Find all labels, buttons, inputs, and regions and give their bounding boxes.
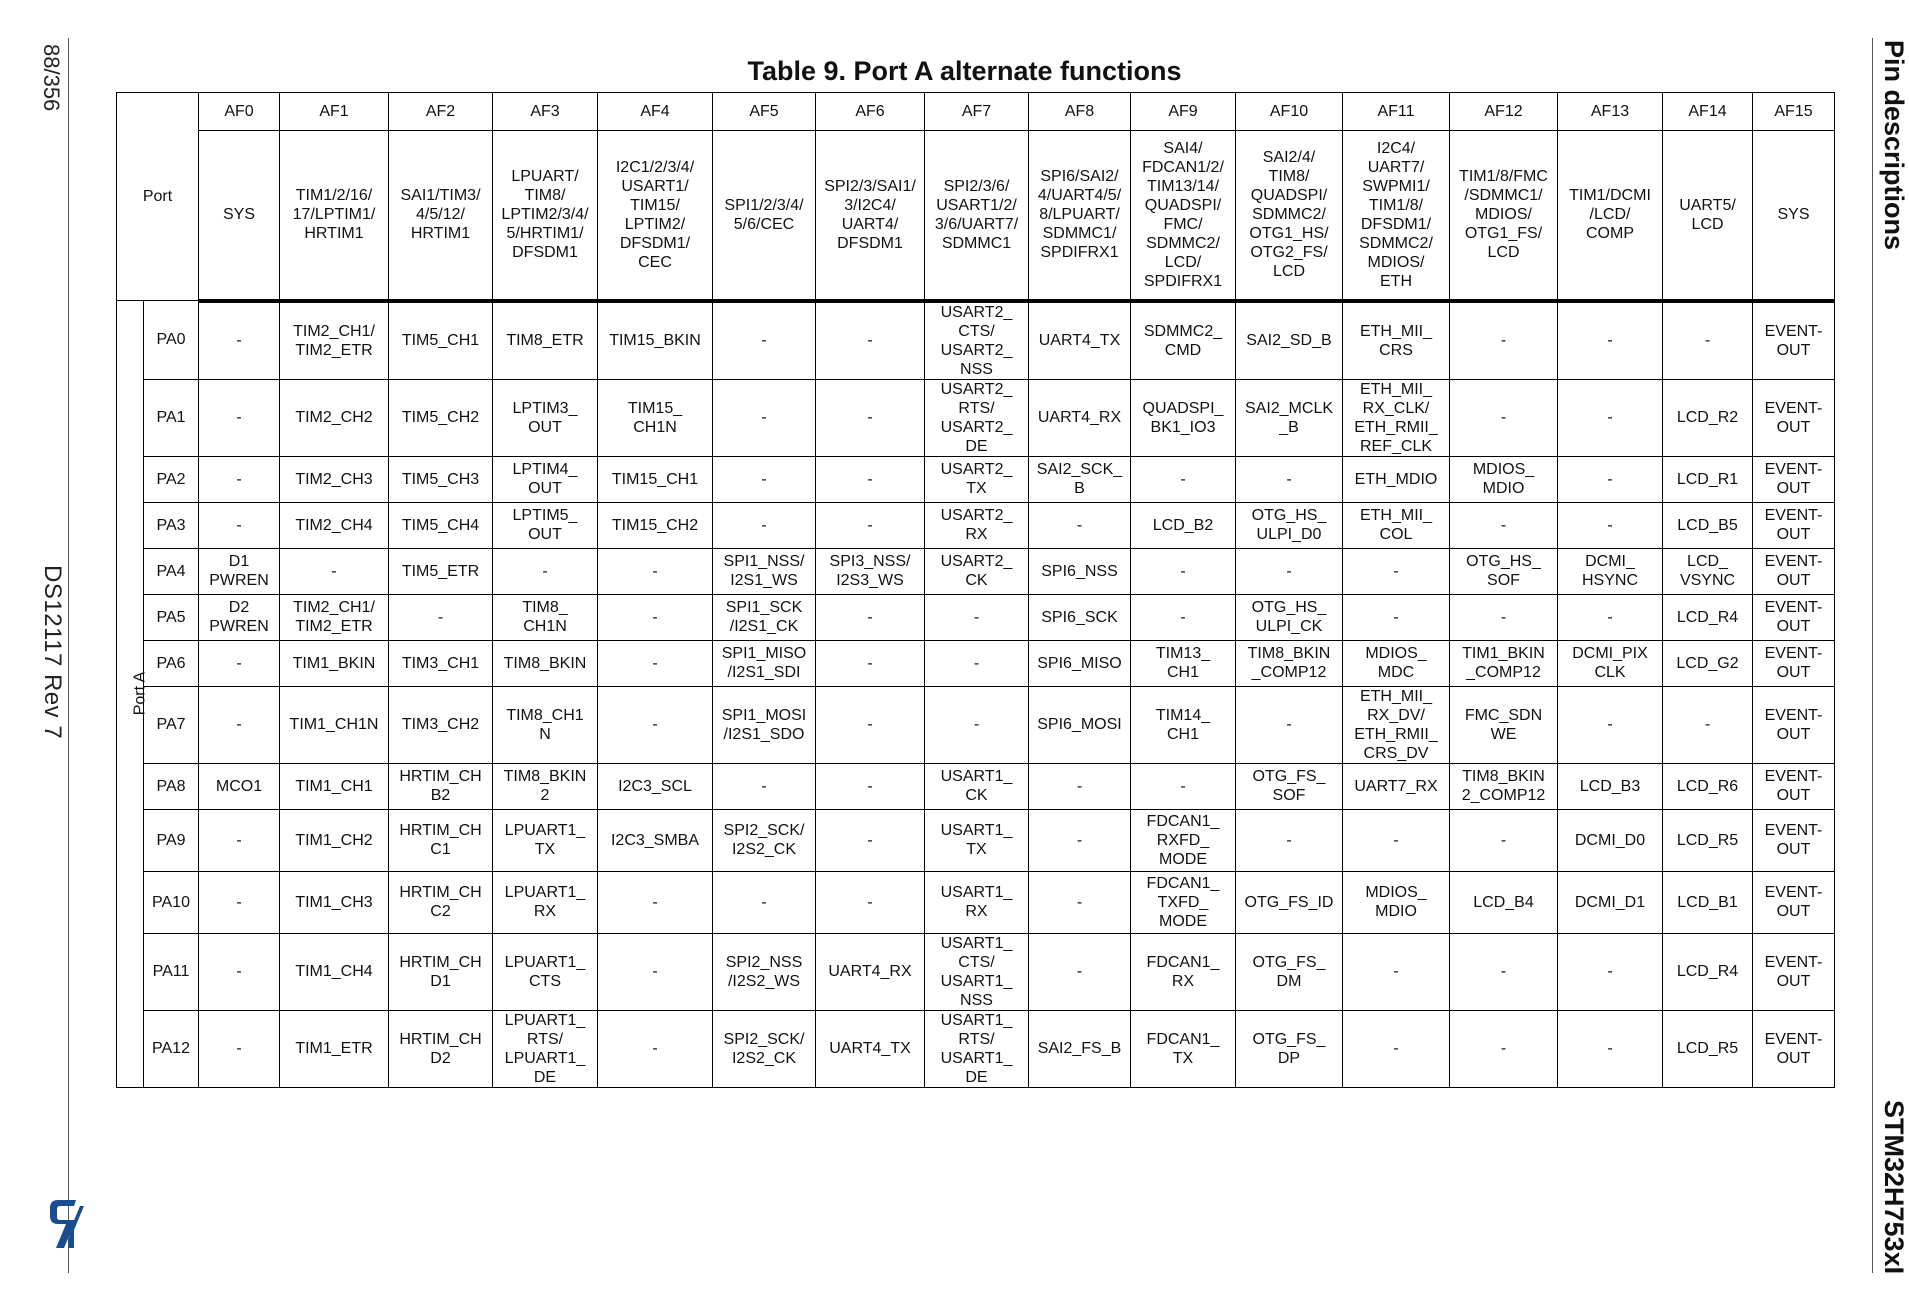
af-cell: TIM14_ CH1 [1131,686,1236,763]
af-cell: - [1558,379,1663,456]
af-cell: - [199,1010,280,1087]
af-cell: LPTIM5_ OUT [493,502,598,548]
table-title: Table 9. Port A alternate functions [747,56,1182,86]
af-cell: HRTIM_CH C2 [389,871,493,933]
af-cell: - [1343,1010,1450,1087]
af-cell: EVENT- OUT [1753,502,1835,548]
pin-name-cell: PA3 [144,502,199,548]
af-cell: USART1_ RTS/ USART1_ DE [925,1010,1029,1087]
af-header-cell: AF11 [1343,93,1450,131]
af-cell: - [925,686,1029,763]
af-cell: TIM1_BKIN _COMP12 [1450,640,1558,686]
af-cell: EVENT- OUT [1753,933,1835,1010]
af-cell: - [598,548,713,594]
af-cell: - [1663,301,1753,380]
af-cell: LPUART1_ CTS [493,933,598,1010]
af-cell: - [1131,548,1236,594]
pin-name-cell: PA1 [144,379,199,456]
af-cell: - [1450,301,1558,380]
af-cell: TIM5_CH2 [389,379,493,456]
af-cell: USART2_ RTS/ USART2_ DE [925,379,1029,456]
af-cell: SAI2_MCLK _B [1236,379,1343,456]
af-cell: - [816,809,925,871]
af-cell: - [1236,809,1343,871]
af-cell: D2 PWREN [199,594,280,640]
af-cell: - [713,502,816,548]
af-cell: LPTIM4_ OUT [493,456,598,502]
af-cell: MDIOS_ MDIO [1450,456,1558,502]
af-cell: - [816,640,925,686]
af-cell: - [925,594,1029,640]
pin-name-cell: PA10 [144,871,199,933]
function-header-cell: TIM1/DCMI /LCD/ COMP [1558,131,1663,301]
af-cell: MCO1 [199,763,280,809]
af-header-cell: AF2 [389,93,493,131]
af-cell: - [1558,1010,1663,1087]
af-cell: DCMI_ HSYNC [1558,548,1663,594]
af-header-cell: AF0 [199,93,280,131]
function-header-cell: LPUART/ TIM8/ LPTIM2/3/4/ 5/HRTIM1/ DFSDM1 [493,131,598,301]
af-cell: - [1131,456,1236,502]
af-cell: TIM8_BKIN [493,640,598,686]
af-cell: OTG_FS_ DM [1236,933,1343,1010]
af-cell: LCD_R4 [1663,594,1753,640]
port-group-label: Port A [131,671,149,716]
af-cell: USART2_ RX [925,502,1029,548]
af-cell: LCD_B3 [1558,763,1663,809]
af-cell: TIM1_CH1N [280,686,389,763]
af-cell: EVENT- OUT [1753,594,1835,640]
function-header-cell: SPI6/SAI2/ 4/UART4/5/ 8/LPUART/ SDMMC1/ SPDIFRX1 [1029,131,1131,301]
function-header-cell: SPI2/3/6/ USART1/2/ 3/6/UART7/ SDMMC1 [925,131,1029,301]
af-cell: SPI6_NSS [1029,548,1131,594]
af-cell: SAI2_SCK_ B [1029,456,1131,502]
af-cell: D1 PWREN [199,548,280,594]
af-cell: ETH_MII_ COL [1343,502,1450,548]
af-cell: - [713,379,816,456]
af-cell: - [816,379,925,456]
af-cell: - [1450,933,1558,1010]
af-header-cell: AF15 [1753,93,1835,131]
af-cell: HRTIM_CH D1 [389,933,493,1010]
af-cell: LPUART1_ RTS/ LPUART1_ DE [493,1010,598,1087]
af-cell: TIM1_CH2 [280,809,389,871]
af-cell: DCMI_D0 [1558,809,1663,871]
af-cell: MDIOS_ MDC [1343,640,1450,686]
table-row [117,301,1835,380]
af-cell: TIM1_CH4 [280,933,389,1010]
af-cell: - [1558,456,1663,502]
af-cell: - [598,686,713,763]
pin-name-cell: PA11 [144,933,199,1010]
af-cell: UART7_RX [1343,763,1450,809]
af-cell: - [925,640,1029,686]
af-header-cell: AF4 [598,93,713,131]
table-row [117,763,1835,809]
function-header-cell: SYS [199,131,280,301]
pin-name-cell: PA6 [144,640,199,686]
table-row [117,379,1835,456]
left-margin-rule [68,38,69,1273]
table-row [117,594,1835,640]
af-cell: - [1450,1010,1558,1087]
af-cell: SPI1_MOSI /I2S1_SDO [713,686,816,763]
af-cell: - [1450,502,1558,548]
af-cell: SPI6_MISO [1029,640,1131,686]
af-cell: - [1029,809,1131,871]
table-row [117,548,1835,594]
af-header-cell: AF6 [816,93,925,131]
af-cell: USART2_ CK [925,548,1029,594]
af-cell: SPI1_SCK /I2S1_CK [713,594,816,640]
af-cell: DCMI_PIX CLK [1558,640,1663,686]
function-header-cell: SAI4/ FDCAN1/2/ TIM13/14/ QUADSPI/ FMC/ SDMMC2/ LCD/ SPDIFRX1 [1131,131,1236,301]
af-cell: TIM5_CH1 [389,301,493,380]
af-header-cell: AF10 [1236,93,1343,131]
af-cell: - [598,1010,713,1087]
af-cell: - [816,502,925,548]
right-margin-rule [1872,38,1873,1273]
af-cell: - [199,686,280,763]
table-row [117,640,1835,686]
af-cell: - [1450,809,1558,871]
af-cell: - [816,686,925,763]
af-cell: - [1236,456,1343,502]
af-cell: - [1450,594,1558,640]
af-cell: QUADSPI_ BK1_IO3 [1131,379,1236,456]
af-cell: LCD_R5 [1663,1010,1753,1087]
port-header: Port [117,93,199,301]
af-cell: OTG_HS_ ULPI_CK [1236,594,1343,640]
af-cell: UART4_RX [816,933,925,1010]
af-cell: TIM3_CH2 [389,686,493,763]
af-cell: - [598,933,713,1010]
af-cell: LCD_B2 [1131,502,1236,548]
af-cell: - [199,640,280,686]
section-title: Pin descriptions [1879,40,1909,251]
af-cell: - [1029,933,1131,1010]
af-header-cell: AF3 [493,93,598,131]
function-header-cell: I2C4/ UART7/ SWPMI1/ TIM1/8/ DFSDM1/ SDMMC2/ MDIOS/ ETH [1343,131,1450,301]
af-cell: - [816,763,925,809]
function-header-cell: TIM1/2/16/ 17/LPTIM1/ HRTIM1 [280,131,389,301]
af-cell: TIM8_BKIN 2_COMP12 [1450,763,1558,809]
af-cell: OTG_FS_ SOF [1236,763,1343,809]
table-row [117,933,1835,1010]
af-cell: - [1558,686,1663,763]
af-cell: - [199,301,280,380]
af-cell: - [199,456,280,502]
af-cell: - [199,871,280,933]
af-cell: TIM3_CH1 [389,640,493,686]
af-cell: TIM15_CH2 [598,502,713,548]
af-cell: TIM8_CH1 N [493,686,598,763]
af-cell: LCD_B5 [1663,502,1753,548]
part-number: STM32H753xI [1879,1100,1909,1275]
st-logo-icon [46,1196,86,1252]
pin-name-cell: PA0 [144,301,199,380]
af-cell: EVENT- OUT [1753,809,1835,871]
pin-name-cell: PA7 [144,686,199,763]
function-header-cell: SPI2/3/SAI1/ 3/I2C4/ UART4/ DFSDM1 [816,131,925,301]
af-cell: - [713,763,816,809]
af-cell: - [1450,379,1558,456]
af-cell: - [1558,502,1663,548]
af-cell: USART1_ CK [925,763,1029,809]
af-cell: TIM2_CH3 [280,456,389,502]
af-cell: EVENT- OUT [1753,379,1835,456]
af-cell: FDCAN1_ TX [1131,1010,1236,1087]
function-header-cell: SPI1/2/3/4/ 5/6/CEC [713,131,816,301]
af-cell: - [816,301,925,380]
table-row [117,871,1835,933]
af-cell: UART4_TX [816,1010,925,1087]
af-cell: - [1131,763,1236,809]
af-cell: LCD_ VSYNC [1663,548,1753,594]
af-cell: USART1_ RX [925,871,1029,933]
af-cell: - [1131,594,1236,640]
af-cell: TIM5_CH3 [389,456,493,502]
af-header-cell: AF5 [713,93,816,131]
port-group-cell [117,301,149,1088]
af-cell: LCD_R5 [1663,809,1753,871]
af-cell: SPI1_NSS/ I2S1_WS [713,548,816,594]
af-cell: - [1343,594,1450,640]
af-cell: TIM8_BKIN _COMP12 [1236,640,1343,686]
af-cell: ETH_MII_ RX_CLK/ ETH_RMII_ REF_CLK [1343,379,1450,456]
af-cell: SPI2_SCK/ I2S2_CK [713,809,816,871]
table-row [117,809,1835,871]
af-cell: SPI2_NSS /I2S2_WS [713,933,816,1010]
af-cell: SAI2_FS_B [1029,1010,1131,1087]
af-cell: TIM5_ETR [389,548,493,594]
af-cell: TIM13_ CH1 [1131,640,1236,686]
pin-name-cell: PA2 [144,456,199,502]
table-row [117,456,1835,502]
af-cell: - [199,502,280,548]
af-cell: SAI2_SD_B [1236,301,1343,380]
af-cell: LPTIM3_ OUT [493,379,598,456]
af-cell: MDIOS_ MDIO [1343,871,1450,933]
af-cell: UART4_TX [1029,301,1131,380]
af-cell: - [280,548,389,594]
af-cell: TIM1_CH1 [280,763,389,809]
af-cell: - [1558,933,1663,1010]
af-cell: LCD_R1 [1663,456,1753,502]
af-cell: - [816,456,925,502]
af-cell: TIM15_CH1 [598,456,713,502]
af-cell: TIM8_ETR [493,301,598,380]
af-cell: DCMI_D1 [1558,871,1663,933]
af-cell: LCD_B4 [1450,871,1558,933]
af-cell: USART2_ CTS/ USART2_ NSS [925,301,1029,380]
af-cell: - [713,301,816,380]
af-cell: TIM15_BKIN [598,301,713,380]
document-id: DS12117 Rev 7 [39,565,66,740]
af-cell: OTG_FS_ DP [1236,1010,1343,1087]
af-cell: - [1343,548,1450,594]
af-cell: EVENT- OUT [1753,871,1835,933]
table-body [117,301,1835,1088]
table-row [117,1010,1835,1087]
af-cell: - [1343,809,1450,871]
af-cell: - [1663,686,1753,763]
pin-name-cell: PA5 [144,594,199,640]
af-cell: LPUART1_ RX [493,871,598,933]
af-cell: - [598,871,713,933]
af-cell: OTG_HS_ ULPI_D0 [1236,502,1343,548]
af-cell: - [493,548,598,594]
af-cell: TIM1_CH3 [280,871,389,933]
af-cell: USART1_ CTS/ USART1_ NSS [925,933,1029,1010]
af-cell: TIM8_BKIN 2 [493,763,598,809]
af-cell: ETH_MII_ RX_DV/ ETH_RMII_ CRS_DV [1343,686,1450,763]
af-cell: EVENT- OUT [1753,1010,1835,1087]
af-header-cell: AF7 [925,93,1029,131]
af-cell: - [389,594,493,640]
function-header-cell: UART5/ LCD [1663,131,1753,301]
af-cell: TIM5_CH4 [389,502,493,548]
af-header-cell: AF14 [1663,93,1753,131]
af-cell: I2C3_SMBA [598,809,713,871]
af-cell: SPI6_MOSI [1029,686,1131,763]
af-cell: TIM2_CH1/ TIM2_ETR [280,594,389,640]
af-cell: TIM2_CH1/ TIM2_ETR [280,301,389,380]
af-cell: TIM8_ CH1N [493,594,598,640]
af-cell: FDCAN1_ RX [1131,933,1236,1010]
pin-name-cell: PA9 [144,809,199,871]
af-cell: - [598,594,713,640]
af-cell: LCD_G2 [1663,640,1753,686]
af-cell: SPI3_NSS/ I2S3_WS [816,548,925,594]
af-header-cell: AF8 [1029,93,1131,131]
af-cell: SPI2_SCK/ I2S2_CK [713,1010,816,1087]
af-cell: - [713,871,816,933]
af-cell: - [1029,871,1131,933]
af-cell: - [816,594,925,640]
af-header-row [117,93,1835,131]
af-cell: - [1236,548,1343,594]
af-cell: - [1236,686,1343,763]
af-cell: EVENT- OUT [1753,686,1835,763]
af-cell: TIM2_CH4 [280,502,389,548]
af-cell: HRTIM_CH B2 [389,763,493,809]
af-cell: - [598,640,713,686]
table-row [117,502,1835,548]
af-cell: ETH_MDIO [1343,456,1450,502]
af-cell: USART1_ TX [925,809,1029,871]
af-cell: - [1558,594,1663,640]
af-cell: FMC_SDN WE [1450,686,1558,763]
af-header-cell: AF1 [280,93,389,131]
af-cell: LCD_R6 [1663,763,1753,809]
function-header-cell: I2C1/2/3/4/ USART1/ TIM15/ LPTIM2/ DFSDM1/ CEC [598,131,713,301]
function-header-cell: SAI1/TIM3/ 4/5/12/ HRTIM1 [389,131,493,301]
pin-name-cell: PA12 [144,1010,199,1087]
af-cell: TIM1_ETR [280,1010,389,1087]
af-cell: EVENT- OUT [1753,548,1835,594]
af-header-cell: AF9 [1131,93,1236,131]
af-cell: - [1343,933,1450,1010]
af-cell: HRTIM_CH D2 [389,1010,493,1087]
af-cell: - [199,809,280,871]
af-cell: OTG_FS_ID [1236,871,1343,933]
af-header-cell: AF12 [1450,93,1558,131]
function-header-cell: SYS [1753,131,1835,301]
af-cell: LCD_R2 [1663,379,1753,456]
af-cell: HRTIM_CH C1 [389,809,493,871]
af-cell: - [199,379,280,456]
pin-name-cell: PA4 [144,548,199,594]
function-header-cell: SAI2/4/ TIM8/ QUADSPI/ SDMMC2/ OTG1_HS/ OTG2_FS/ LCD [1236,131,1343,301]
af-cell: SPI1_MISO /I2S1_SDI [713,640,816,686]
af-cell: USART2_ TX [925,456,1029,502]
af-cell: - [1029,763,1131,809]
page-number: 88/356 [39,44,64,112]
af-cell: - [1029,502,1131,548]
af-cell: SDMMC2_ CMD [1131,301,1236,380]
af-cell: TIM1_BKIN [280,640,389,686]
af-cell: LPUART1_ TX [493,809,598,871]
af-cell: LCD_R4 [1663,933,1753,1010]
af-cell: UART4_RX [1029,379,1131,456]
af-cell: FDCAN1_ RXFD_ MODE [1131,809,1236,871]
af-cell: TIM15_ CH1N [598,379,713,456]
af-cell: SPI6_SCK [1029,594,1131,640]
af-cell: TIM2_CH2 [280,379,389,456]
af-cell: OTG_HS_ SOF [1450,548,1558,594]
af-cell: EVENT- OUT [1753,640,1835,686]
af-cell: EVENT- OUT [1753,763,1835,809]
af-cell: - [713,456,816,502]
function-header-row [117,131,1835,301]
af-cell: EVENT- OUT [1753,301,1835,380]
function-header-cell: TIM1/8/FMC /SDMMC1/ MDIOS/ OTG1_FS/ LCD [1450,131,1558,301]
af-cell: LCD_B1 [1663,871,1753,933]
af-cell: - [1558,301,1663,380]
alternate-functions-table [116,92,1835,1088]
af-cell: I2C3_SCL [598,763,713,809]
pin-name-cell: PA8 [144,763,199,809]
af-cell: ETH_MII_ CRS [1343,301,1450,380]
af-cell: FDCAN1_ TXFD_ MODE [1131,871,1236,933]
af-cell: - [199,933,280,1010]
af-cell: EVENT- OUT [1753,456,1835,502]
af-cell: - [816,871,925,933]
table-row [117,686,1835,763]
af-header-cell: AF13 [1558,93,1663,131]
